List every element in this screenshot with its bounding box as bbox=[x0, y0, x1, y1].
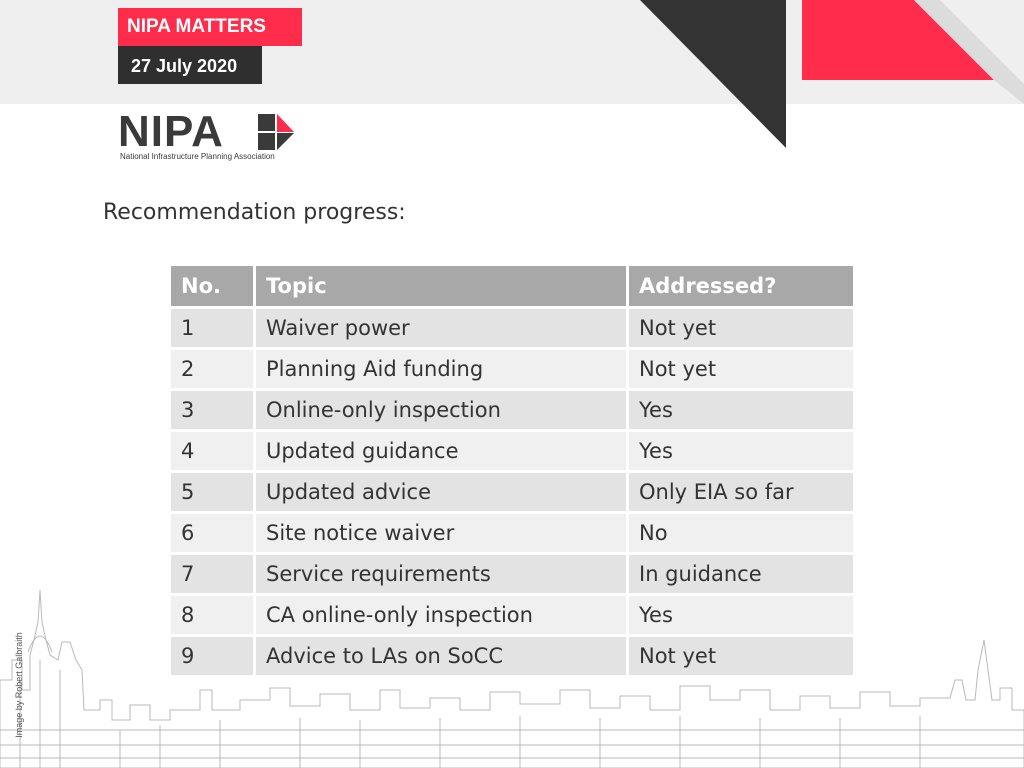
column-header-addressed: Addressed? bbox=[629, 266, 853, 309]
series-tag: NIPA MATTERS bbox=[118, 8, 302, 46]
row-status: Yes bbox=[629, 596, 853, 637]
row-topic: Site notice waiver bbox=[256, 514, 629, 555]
table-header-row bbox=[171, 266, 853, 309]
row-number: 8 bbox=[171, 596, 256, 637]
table-row bbox=[171, 432, 853, 473]
column-header-no: No. bbox=[171, 266, 256, 309]
row-topic: Waiver power bbox=[256, 309, 629, 350]
section-heading: Recommendation progress: bbox=[103, 200, 406, 225]
date-tag: 27 July 2020 bbox=[118, 46, 262, 84]
row-topic: Updated advice bbox=[256, 473, 629, 514]
row-number: 3 bbox=[171, 391, 256, 432]
row-status: In guidance bbox=[629, 555, 853, 596]
nipa-arrow-mark-icon bbox=[258, 114, 294, 150]
logo-wordmark: NIPA bbox=[118, 107, 224, 156]
decorative-chevron-shapes bbox=[600, 0, 1024, 150]
row-number: 5 bbox=[171, 473, 256, 514]
row-number: 6 bbox=[171, 514, 256, 555]
row-status: Only EIA so far bbox=[629, 473, 853, 514]
row-status: Not yet bbox=[629, 637, 853, 678]
row-status: Yes bbox=[629, 432, 853, 473]
row-topic: Updated guidance bbox=[256, 432, 629, 473]
row-topic: Advice to LAs on SoCC bbox=[256, 637, 629, 678]
city-skyline-illustration bbox=[0, 560, 1024, 768]
table-row bbox=[171, 350, 853, 391]
logo-subtitle: National Infrastructure Planning Association bbox=[120, 152, 275, 161]
row-topic: Online-only inspection bbox=[256, 391, 629, 432]
row-number: 1 bbox=[171, 309, 256, 350]
row-topic: Service requirements bbox=[256, 555, 629, 596]
row-status: Not yet bbox=[629, 350, 853, 391]
row-topic: CA online-only inspection bbox=[256, 596, 629, 637]
row-status: No bbox=[629, 514, 853, 555]
table-row bbox=[171, 391, 853, 432]
row-number: 4 bbox=[171, 432, 256, 473]
row-number: 9 bbox=[171, 637, 256, 678]
image-credit: Image by Robert Galbraith bbox=[13, 632, 24, 738]
row-status: Yes bbox=[629, 391, 853, 432]
row-number: 2 bbox=[171, 350, 256, 391]
column-header-topic: Topic bbox=[256, 266, 629, 309]
row-topic: Planning Aid funding bbox=[256, 350, 629, 391]
row-status: Not yet bbox=[629, 309, 853, 350]
table-row bbox=[171, 309, 853, 350]
row-number: 7 bbox=[171, 555, 256, 596]
table-row bbox=[171, 514, 853, 555]
table-row bbox=[171, 473, 853, 514]
